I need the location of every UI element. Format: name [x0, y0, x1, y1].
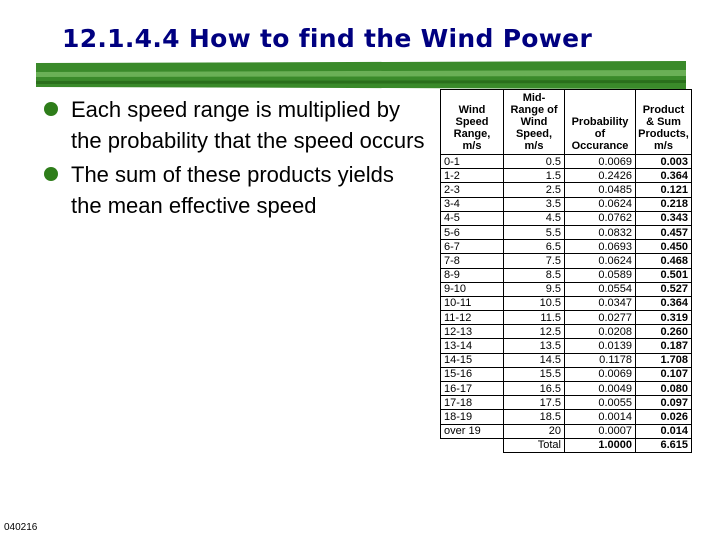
total-label-cell: Total — [504, 438, 565, 452]
product-cell: 0.450 — [636, 240, 692, 254]
product-cell: 0.343 — [636, 211, 692, 225]
slide-footer-code: 040216 — [4, 522, 38, 533]
probability-cell: 0.0624 — [565, 254, 636, 268]
table-row — [441, 225, 692, 239]
mid-speed-cell: 15.5 — [504, 367, 565, 381]
bullet-dot-icon — [44, 102, 58, 116]
mid-speed-cell: 10.5 — [504, 296, 565, 310]
probability-cell: 0.0049 — [565, 382, 636, 396]
bullet-text: Each speed range is multiplied by the probability that the speed occurs — [71, 97, 425, 153]
probability-cell: 0.0624 — [565, 197, 636, 211]
range-cell: 13-14 — [441, 339, 504, 353]
probability-cell: 0.0762 — [565, 211, 636, 225]
total-probability-cell: 1.0000 — [565, 438, 636, 452]
table-row — [441, 382, 692, 396]
mid-speed-cell: 8.5 — [504, 268, 565, 282]
bullet-list — [40, 94, 430, 224]
mid-speed-cell: 3.5 — [504, 197, 565, 211]
product-cell: 0.080 — [636, 382, 692, 396]
mid-speed-cell: 18.5 — [504, 410, 565, 424]
product-cell: 0.097 — [636, 396, 692, 410]
header-line: Speed — [455, 116, 489, 128]
mid-speed-cell: 12.5 — [504, 325, 565, 339]
bullet-text: The sum of these products yields the mean effective speed — [71, 162, 394, 218]
range-cell: 1-2 — [441, 169, 504, 183]
table-header-row — [441, 90, 692, 155]
mid-speed-cell: 20 — [504, 424, 565, 438]
header-line: m/s — [524, 140, 544, 152]
product-cell: 0.260 — [636, 325, 692, 339]
header-product-sum — [636, 90, 692, 155]
probability-cell: 0.0554 — [565, 282, 636, 296]
probability-cell: 0.0277 — [565, 311, 636, 325]
mid-speed-cell: 1.5 — [504, 169, 565, 183]
range-cell: 4-5 — [441, 211, 504, 225]
table-row — [441, 424, 692, 438]
product-cell: 0.457 — [636, 225, 692, 239]
table-row — [441, 240, 692, 254]
range-cell: 10-11 — [441, 296, 504, 310]
range-cell: 3-4 — [441, 197, 504, 211]
table-row — [441, 183, 692, 197]
product-cell: 0.468 — [636, 254, 692, 268]
product-cell: 0.107 — [636, 367, 692, 381]
mid-speed-cell: 9.5 — [504, 282, 565, 296]
bullet-dot-icon — [44, 167, 58, 181]
table-row — [441, 282, 692, 296]
table-row — [441, 367, 692, 381]
wind-speed-table — [440, 89, 692, 453]
product-cell: 0.003 — [636, 155, 692, 169]
mid-speed-cell: 13.5 — [504, 339, 565, 353]
header-line: & Sum — [646, 116, 681, 128]
range-cell: 16-17 — [441, 382, 504, 396]
probability-cell: 0.0007 — [565, 424, 636, 438]
header-line: Wind — [520, 116, 548, 128]
range-cell: 7-8 — [441, 254, 504, 268]
mid-speed-cell: 16.5 — [504, 382, 565, 396]
product-cell: 0.187 — [636, 339, 692, 353]
header-line: Range, — [453, 128, 491, 140]
empty-cell — [441, 438, 504, 452]
title-underline-bar — [36, 60, 686, 90]
table-row — [441, 296, 692, 310]
range-cell: over 19 — [441, 424, 504, 438]
product-cell: 0.501 — [636, 268, 692, 282]
table-row — [441, 311, 692, 325]
table-row — [441, 169, 692, 183]
product-cell: 0.121 — [636, 183, 692, 197]
product-cell: 0.026 — [636, 410, 692, 424]
header-wind-speed-range — [441, 90, 504, 155]
total-product-cell: 6.615 — [636, 438, 692, 452]
table-row — [441, 197, 692, 211]
header-line: Occurance — [571, 140, 629, 152]
header-line: Probability — [571, 116, 629, 128]
product-cell: 0.319 — [636, 311, 692, 325]
table-row — [441, 396, 692, 410]
range-cell: 5-6 — [441, 225, 504, 239]
product-cell: 0.218 — [636, 197, 692, 211]
header-line: m/s — [654, 140, 673, 152]
mid-speed-cell: 2.5 — [504, 183, 565, 197]
header-line: Products, — [638, 128, 689, 140]
table-row — [441, 155, 692, 169]
range-cell: 11-12 — [441, 311, 504, 325]
range-cell: 12-13 — [441, 325, 504, 339]
bullet-item — [40, 159, 430, 221]
probability-cell: 0.0069 — [565, 367, 636, 381]
range-cell: 14-15 — [441, 353, 504, 367]
header-mid-range-speed — [504, 90, 565, 155]
probability-cell: 0.0208 — [565, 325, 636, 339]
range-cell: 17-18 — [441, 396, 504, 410]
mid-speed-cell: 4.5 — [504, 211, 565, 225]
header-line: Speed, — [515, 128, 553, 140]
product-cell: 1.708 — [636, 353, 692, 367]
table-row — [441, 325, 692, 339]
probability-cell: 0.2426 — [565, 169, 636, 183]
range-cell: 6-7 — [441, 240, 504, 254]
range-cell: 15-16 — [441, 367, 504, 381]
product-cell: 0.014 — [636, 424, 692, 438]
mid-speed-cell: 0.5 — [504, 155, 565, 169]
probability-cell: 0.0055 — [565, 396, 636, 410]
header-probability — [565, 90, 636, 155]
mid-speed-cell: 14.5 — [504, 353, 565, 367]
bullet-item — [40, 94, 430, 156]
slide-title: 12.1.4.4 How to find the Wind Power — [62, 24, 593, 53]
table-row — [441, 211, 692, 225]
table-row — [441, 254, 692, 268]
probability-cell: 0.0139 — [565, 339, 636, 353]
range-cell: 8-9 — [441, 268, 504, 282]
table-row — [441, 268, 692, 282]
probability-cell: 0.0014 — [565, 410, 636, 424]
range-cell: 0-1 — [441, 155, 504, 169]
product-cell: 0.364 — [636, 296, 692, 310]
probability-cell: 0.0589 — [565, 268, 636, 282]
header-line: Mid- — [522, 92, 546, 104]
header-line: Wind — [458, 104, 486, 116]
range-cell: 18-19 — [441, 410, 504, 424]
range-cell: 9-10 — [441, 282, 504, 296]
mid-speed-cell: 17.5 — [504, 396, 565, 410]
table-row — [441, 339, 692, 353]
probability-cell: 0.0069 — [565, 155, 636, 169]
table-row — [441, 353, 692, 367]
probability-cell: 0.0693 — [565, 240, 636, 254]
range-cell: 2-3 — [441, 183, 504, 197]
mid-speed-cell: 7.5 — [504, 254, 565, 268]
product-cell: 0.527 — [636, 282, 692, 296]
mid-speed-cell: 11.5 — [504, 311, 565, 325]
table-total-row — [441, 438, 692, 452]
header-line: m/s — [462, 140, 482, 152]
header-line: Range of — [510, 104, 558, 116]
probability-cell: 0.0347 — [565, 296, 636, 310]
mid-speed-cell: 6.5 — [504, 240, 565, 254]
product-cell: 0.364 — [636, 169, 692, 183]
table-row — [441, 410, 692, 424]
mid-speed-cell: 5.5 — [504, 225, 565, 239]
probability-cell: 0.0485 — [565, 183, 636, 197]
probability-cell: 0.0832 — [565, 225, 636, 239]
header-line: Product — [642, 104, 685, 116]
header-line: of — [594, 128, 606, 140]
probability-cell: 0.1178 — [565, 353, 636, 367]
